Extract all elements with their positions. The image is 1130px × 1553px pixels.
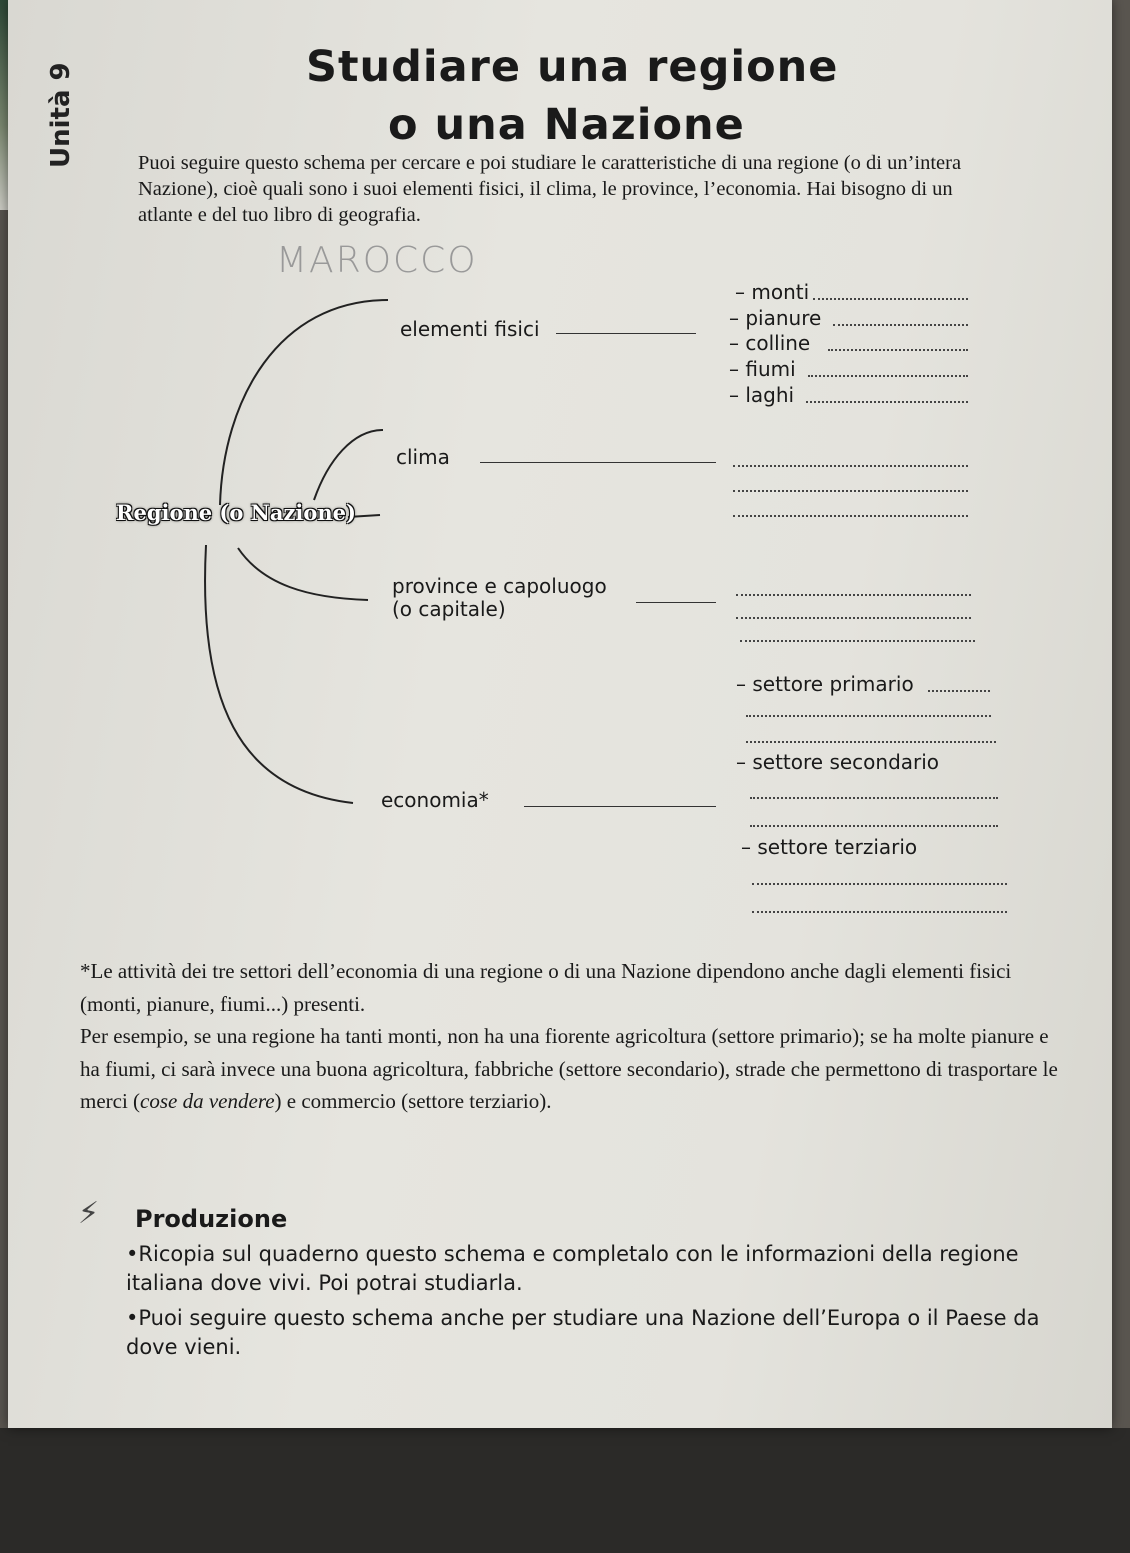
branch-economia: economia* [381, 788, 489, 812]
bullet-text-2: Puoi seguire questo schema anche per studiare una Nazione dell’Europa o il Paese da dove vieni. [126, 1306, 1040, 1359]
item-settore-primario: – settore primario [736, 672, 914, 696]
answer-line-primario-2[interactable] [746, 715, 991, 717]
note-paragraph-1: *Le attività dei tre settori dell’economia di una regione o di una Nazione dipendono anche dagli elementi fisici (monti, pianure, fiumi...) presenti. [80, 959, 1012, 1016]
branch-clima: clima [396, 445, 450, 469]
curve-economia [205, 545, 353, 803]
curve-clima [314, 430, 383, 500]
answer-line-laghi[interactable] [806, 401, 968, 403]
answer-line-pianure[interactable] [833, 324, 968, 326]
note-text-b: ) e commercio (settore terziario). [274, 1089, 552, 1113]
note-paragraph-2 [80, 1020, 1060, 1118]
curve-elementi-fisici [220, 300, 388, 505]
answer-line-monti[interactable] [813, 298, 968, 300]
item-colline: – colline [729, 331, 811, 355]
answer-line-terziario-1[interactable] [752, 883, 1007, 885]
answer-line-fiumi[interactable] [808, 375, 968, 377]
curve-province [238, 548, 368, 600]
answer-line-province-2[interactable] [736, 617, 971, 619]
item-settore-secondario: – settore secondario [736, 750, 940, 774]
handwritten-note: MAROCCO [276, 240, 478, 281]
answer-line-terziario-2[interactable] [752, 911, 1007, 913]
produzione-heading: Produzione [135, 1205, 288, 1233]
pencil-marks-icon: ⚡ [78, 1196, 100, 1231]
item-pianure: – pianure [729, 306, 822, 330]
note-italic: cose da vendere [140, 1089, 275, 1113]
worksheet-page [8, 0, 1112, 1428]
bullet-dot-icon: • [126, 1306, 139, 1330]
item-settore-terziario: – settore terziario [741, 835, 918, 859]
note-text-a: Per esempio, se una regione ha tanti monti, non ha una fiorente agricoltura (settore primario); se ha molte pianure e ha fiumi, ci sarà invece una buona agricoltura, fabbriche (settore secondario), strade che permettono di trasportare le merci ( [80, 1024, 1058, 1113]
produzione-bullet-1 [126, 1240, 1066, 1298]
answer-line-primario[interactable] [928, 690, 990, 692]
answer-line-clima-3[interactable] [733, 515, 968, 517]
branch-elementi-fisici: elementi fisici [400, 317, 540, 341]
answer-line-clima-1[interactable] [733, 465, 968, 467]
bullet-dot-icon: • [126, 1242, 139, 1266]
economy-note [80, 955, 1060, 1118]
table-surface [0, 1428, 1130, 1553]
diagram-curves [8, 0, 1112, 940]
answer-line-province[interactable] [636, 602, 716, 603]
unit-tab: Unità 9 [46, 62, 76, 168]
answer-line-economia[interactable] [524, 806, 716, 807]
answer-line-clima-2[interactable] [733, 490, 968, 492]
produzione-bullet-2 [126, 1304, 1066, 1362]
answer-line-clima[interactable] [480, 462, 716, 463]
intro-paragraph: Puoi seguire questo schema per cercare e poi studiare le caratteristiche di una regione (o di un’intera Nazione), cioè quali sono i suoi elementi fisici, il clima, le province, l’economia. Hai bisogno di un atlante e del tuo libro di geografia. [138, 152, 962, 226]
bullet-text-1: Ricopia sul quaderno questo schema e completalo con le informazioni della regione italiana dove vivi. Poi potrai studiarla. [126, 1242, 1019, 1295]
answer-line-province-1[interactable] [736, 594, 971, 596]
branch-province: province e capoluogo [392, 574, 607, 598]
answer-line-colline[interactable] [828, 349, 968, 351]
answer-line-secondario-1[interactable] [750, 797, 998, 799]
branch-province-capitale: (o capitale) [392, 597, 506, 621]
diagram-root-label: Regione (o Nazione) [116, 500, 356, 525]
answer-line-primario-3[interactable] [746, 741, 996, 743]
page-title-line1: Studiare una regione [306, 42, 839, 92]
answer-line-secondario-2[interactable] [750, 825, 998, 827]
answer-line-province-3[interactable] [740, 640, 975, 642]
item-laghi: – laghi [729, 383, 795, 407]
page-title-line2: o una Nazione [388, 100, 745, 150]
item-fiumi: – fiumi [729, 357, 796, 381]
answer-line-elementi-fisici[interactable] [556, 333, 696, 334]
item-monti: – monti [735, 280, 810, 304]
